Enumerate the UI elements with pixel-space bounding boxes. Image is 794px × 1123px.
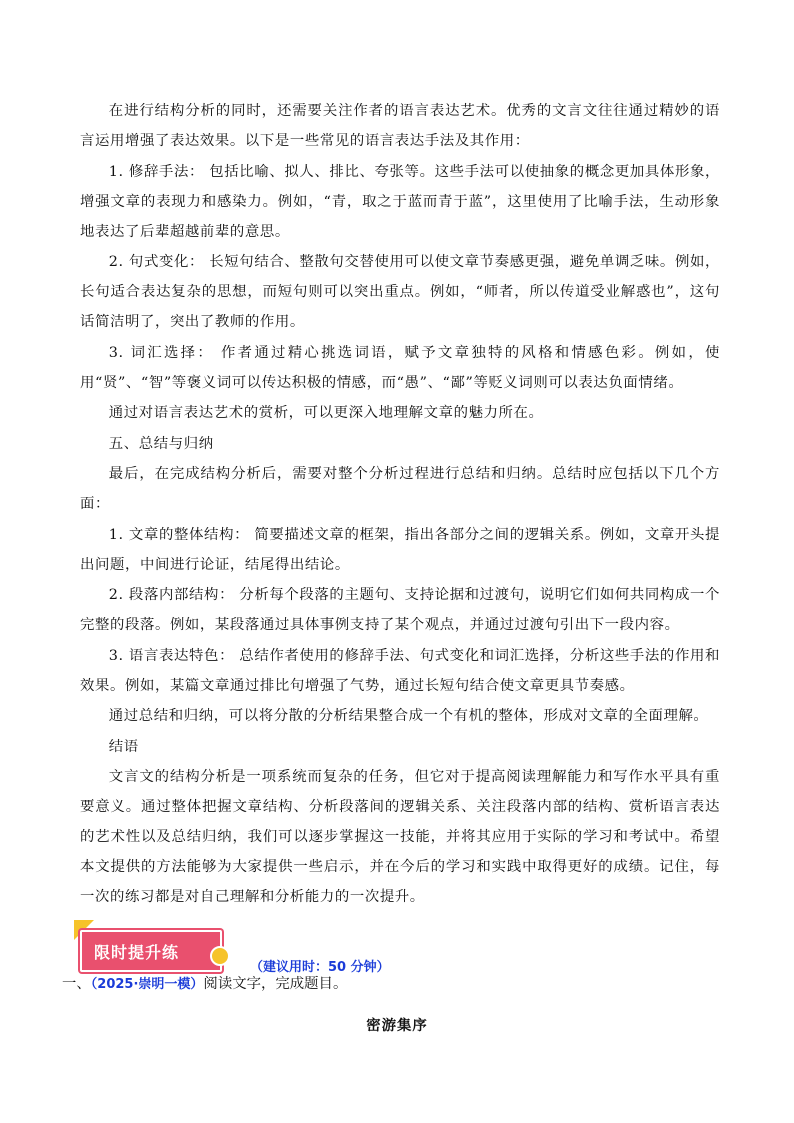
badge-box [80, 930, 222, 972]
question-instruction: 阅读文字，完成题目。 [203, 976, 348, 992]
paragraph: 文言文的结构分析是一项系统而复杂的任务，但它对于提高阅读理解能力和写作水平具有重要意义。通过整体把握文章结构、分析段落间的逻辑关系、关注段落内部的结构、赏析语言表达的艺术性以及总结归纳，我们可以逐步掌握这一技能，并将其应用于实际的学习和考试中。希望本文提供的方法能够为大家提供一些启示，并在今后的学习和实践中取得更好的成绩。记住，每一次的练习都是对自己理解和分析能力的一次提升。 [80, 769, 720, 905]
paragraph: 1. 文章的整体结构： 简要描述文章的框架，指出各部分之间的逻辑关系。例如，文章开头提出问题，中间进行论证，结尾得出结论。 [80, 526, 720, 573]
paragraph: 在进行结构分析的同时，还需要关注作者的语言表达艺术。优秀的文言文往往通过精妙的语言运用增强了表达效果。以下是一些常见的语言表达手法及其作用： [80, 103, 720, 149]
passage-title: 密游集序 [366, 1017, 428, 1034]
question-number: 一、 [62, 976, 91, 992]
paragraph: 通过总结和归纳，可以将分散的分析结果整合成一个有机的整体，形成对文章的全面理解。 [108, 708, 709, 724]
paragraph: 2. 句式变化： 长短句结合、整散句交替使用可以使文章节奏感更强，避免单调乏味。例如，长句适合表达复杂的思想，而短句则可以突出重点。例如，“师者，所以传道受业解惑也”，这句话简洁明了，突出了教师的作用。 [80, 254, 720, 330]
question-line [62, 972, 720, 997]
document-body [62, 96, 720, 997]
paragraph: 通过对语言表达艺术的赏析，可以更深入地理解文章的魅力所在。 [108, 405, 544, 421]
badge-label: 限时提升练 [94, 943, 180, 962]
section-heading: 五、总结与归纳 [108, 435, 214, 452]
paragraph: 2. 段落内部结构： 分析每个段落的主题句、支持论据和过渡句，说明它们如何共同构成一个完整的段落。例如，某段落通过具体事例支持了某个观点，并通过过渡句引出下一段内容。 [80, 587, 720, 633]
paragraph: 3. 词汇选择： 作者通过精心挑选词语，赋予文章独特的风格和情感色彩。例如，使用“贤”、“智”等褒义词可以传达积极的情感，而“愚”、“鄙”等贬义词则可以表达负面情绪。 [80, 344, 720, 391]
paragraph: 3. 语言表达特色： 总结作者使用的修辞手法、句式变化和词汇选择，分析这些手法的作用和效果。例如，某篇文章通过排比句增强了气势，通过长短句结合使文章更具节奏感。 [80, 647, 720, 694]
paragraph: 最后，在完成结构分析后，需要对整个分析过程进行总结和归纳。总结时应包括以下几个方面： [80, 466, 720, 512]
question-source: （2025·崇明一模） [90, 977, 204, 992]
section-heading: 结语 [108, 738, 139, 755]
practice-badge [74, 920, 390, 975]
badge-dot-icon [210, 946, 230, 966]
paragraph: 1. 修辞手法： 包括比喻、拟人、排比、夸张等。这些手法可以使抽象的概念更加具体形象，增强文章的表现力和感染力。例如，“青，取之于蓝而青于蓝”，这里使用了比喻手法，生动形象地表达了后辈超越前辈的意思。 [80, 163, 720, 240]
time-hint: （建议用时：50 分钟） [250, 960, 390, 975]
